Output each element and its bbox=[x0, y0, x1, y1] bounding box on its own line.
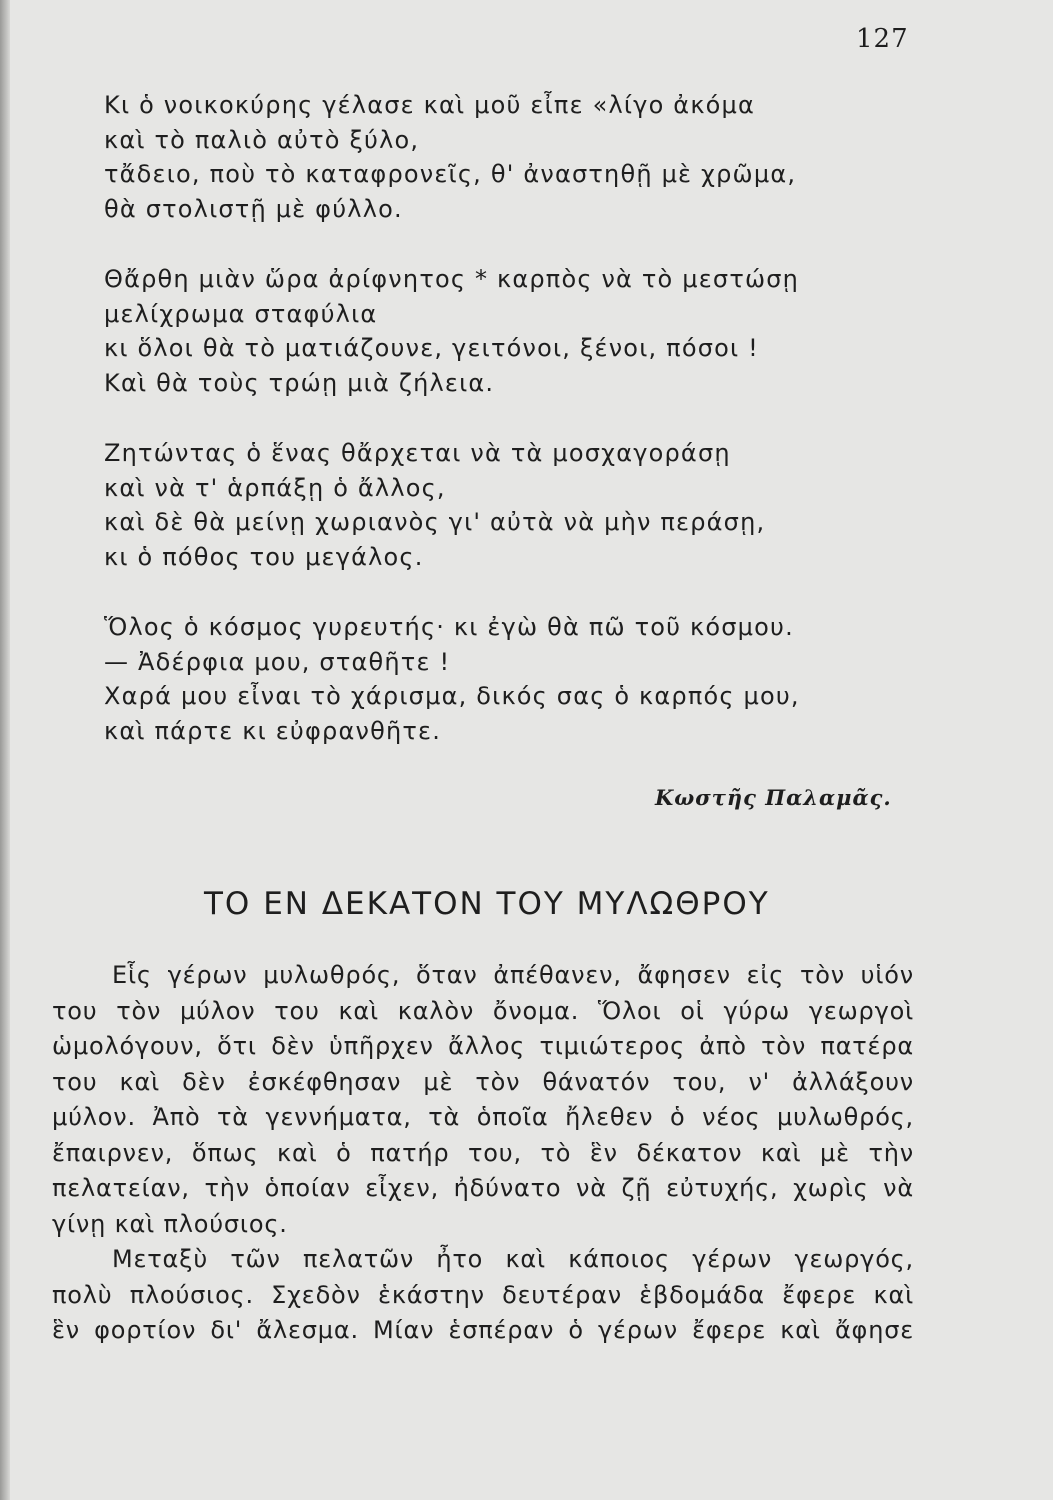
prose-body bbox=[52, 958, 914, 1349]
poem-line: κι ὁ πόθος του μεγάλος. bbox=[104, 542, 424, 571]
paragraph-line: μύλον. Ἀπὸ τὰ γεννήματα, τὰ ὁποῖα ἤλεθεν ὁ νέος μυλωθρός, bbox=[52, 1103, 914, 1131]
poem-line: — Ἀδέρφια μου, σταθῆτε ! bbox=[104, 647, 451, 676]
paragraph-line: ἓν φορτίον δι' ἄλεσμα. Μίαν ἑσπέραν ὁ γέρων ἔφερε καὶ ἄφησε bbox=[52, 1316, 914, 1344]
poem bbox=[104, 88, 904, 784]
paragraph-line: πελατείαν, τὴν ὁποίαν εἶχεν, ἠδύνατο νὰ ζῇ εὐτυχής, χωρὶς νὰ bbox=[52, 1174, 914, 1202]
poem-line: καὶ τὸ παλιὸ αὐτὸ ξύλο, bbox=[104, 125, 420, 154]
page-edge-shadow bbox=[0, 0, 10, 1500]
poem-line: θὰ στολιστῇ μὲ φύλλο. bbox=[104, 194, 403, 223]
paragraph-line: πολὺ πλούσιος. Σχεδὸν ἑκάστην δευτέραν ἑβδομάδα ἔφερε καὶ bbox=[52, 1280, 914, 1309]
poem-line: Ὅλος ὁ κόσμος γυρευτής· κι ἐγὼ θὰ πῶ τοῦ κόσμου. bbox=[104, 613, 794, 641]
paragraph-line: ὡμολόγουν, ὅτι δὲν ὑπῆρχεν ἄλλος τιμιώτερος ἀπὸ τὸν πατέρα bbox=[52, 1032, 914, 1060]
poem-stanza bbox=[104, 436, 904, 574]
poem-line: κι ὅλοι θὰ τὸ ματιάζουνε, γειτόνοι, ξένοι, πόσοι ! bbox=[104, 334, 759, 362]
poem-line: Κι ὁ νοικοκύρης γέλασε καὶ μοῦ εἶπε «λίγο ἀκόμα bbox=[104, 91, 756, 119]
paragraph-line: γίνῃ καὶ πλούσιος. bbox=[52, 1209, 288, 1238]
poem-line: Θἄρθη μιὰν ὥρα ἀρίφνητος * καρπὸς νὰ τὸ μεστώσῃ bbox=[104, 265, 800, 293]
poem-line: τἄδειο, ποὺ τὸ καταφρονεῖς, θ' ἀναστηθῇ μὲ χρῶμα, bbox=[104, 160, 797, 188]
poem-line: Ζητώντας ὁ ἕνας θἄρχεται νὰ τὰ μοσχαγοράσῃ bbox=[104, 439, 731, 467]
paragraph-line: του τὸν μύλον του καὶ καλὸν ὄνομα. Ὅλοι οἱ γύρω γεωργοὶ bbox=[52, 996, 914, 1025]
poem-stanza bbox=[104, 610, 904, 748]
poem-line: καὶ δὲ θὰ μείνῃ χωριανὸς γι' αὐτὰ νὰ μὴν περάσῃ, bbox=[104, 508, 766, 536]
poem-line: μελίχρωμα σταφύλια bbox=[104, 299, 378, 328]
poem-stanza bbox=[104, 88, 904, 226]
poem-stanza bbox=[104, 262, 904, 400]
paragraph-line: Μεταξὺ τῶν πελατῶν ἦτο καὶ κάποιος γέρων γεωργός, bbox=[112, 1245, 914, 1273]
poem-line: καὶ νὰ τ' ἁρπάξῃ ὁ ἄλλος, bbox=[104, 473, 446, 502]
paragraph-line: του καὶ δὲν ἐσκέφθησαν μὲ τὸν θάνατόν του, ν' ἀλλάξουν bbox=[52, 1067, 914, 1096]
poem-signature: Κωστῆς Παλαμᾶς. bbox=[655, 785, 892, 810]
poem-line: Χαρά μου εἶναι τὸ χάρισμα, δικός σας ὁ καρπός μου, bbox=[104, 682, 800, 710]
paragraph-line: ἔπαιρνεν, ὅπως καὶ ὁ πατήρ του, τὸ ἓν δέκατον καὶ μὲ τὴν bbox=[52, 1138, 914, 1167]
paragraph-line: Εἷς γέρων μυλωθρός, ὅταν ἀπέθανεν, ἄφησεν εἰς τὸν υἱόν bbox=[112, 961, 914, 989]
poem-line: καὶ πάρτε κι εὐφρανθῆτε. bbox=[104, 716, 442, 745]
poem-line: Καὶ θὰ τοὺς τρώῃ μιὰ ζήλεια. bbox=[104, 368, 495, 397]
page-number: 127 bbox=[856, 24, 909, 54]
section-title: ΤΟ ΕΝ ΔΕΚΑΤΟΝ ΤΟΥ ΜΥΛΩΘΡΟΥ bbox=[204, 886, 770, 922]
